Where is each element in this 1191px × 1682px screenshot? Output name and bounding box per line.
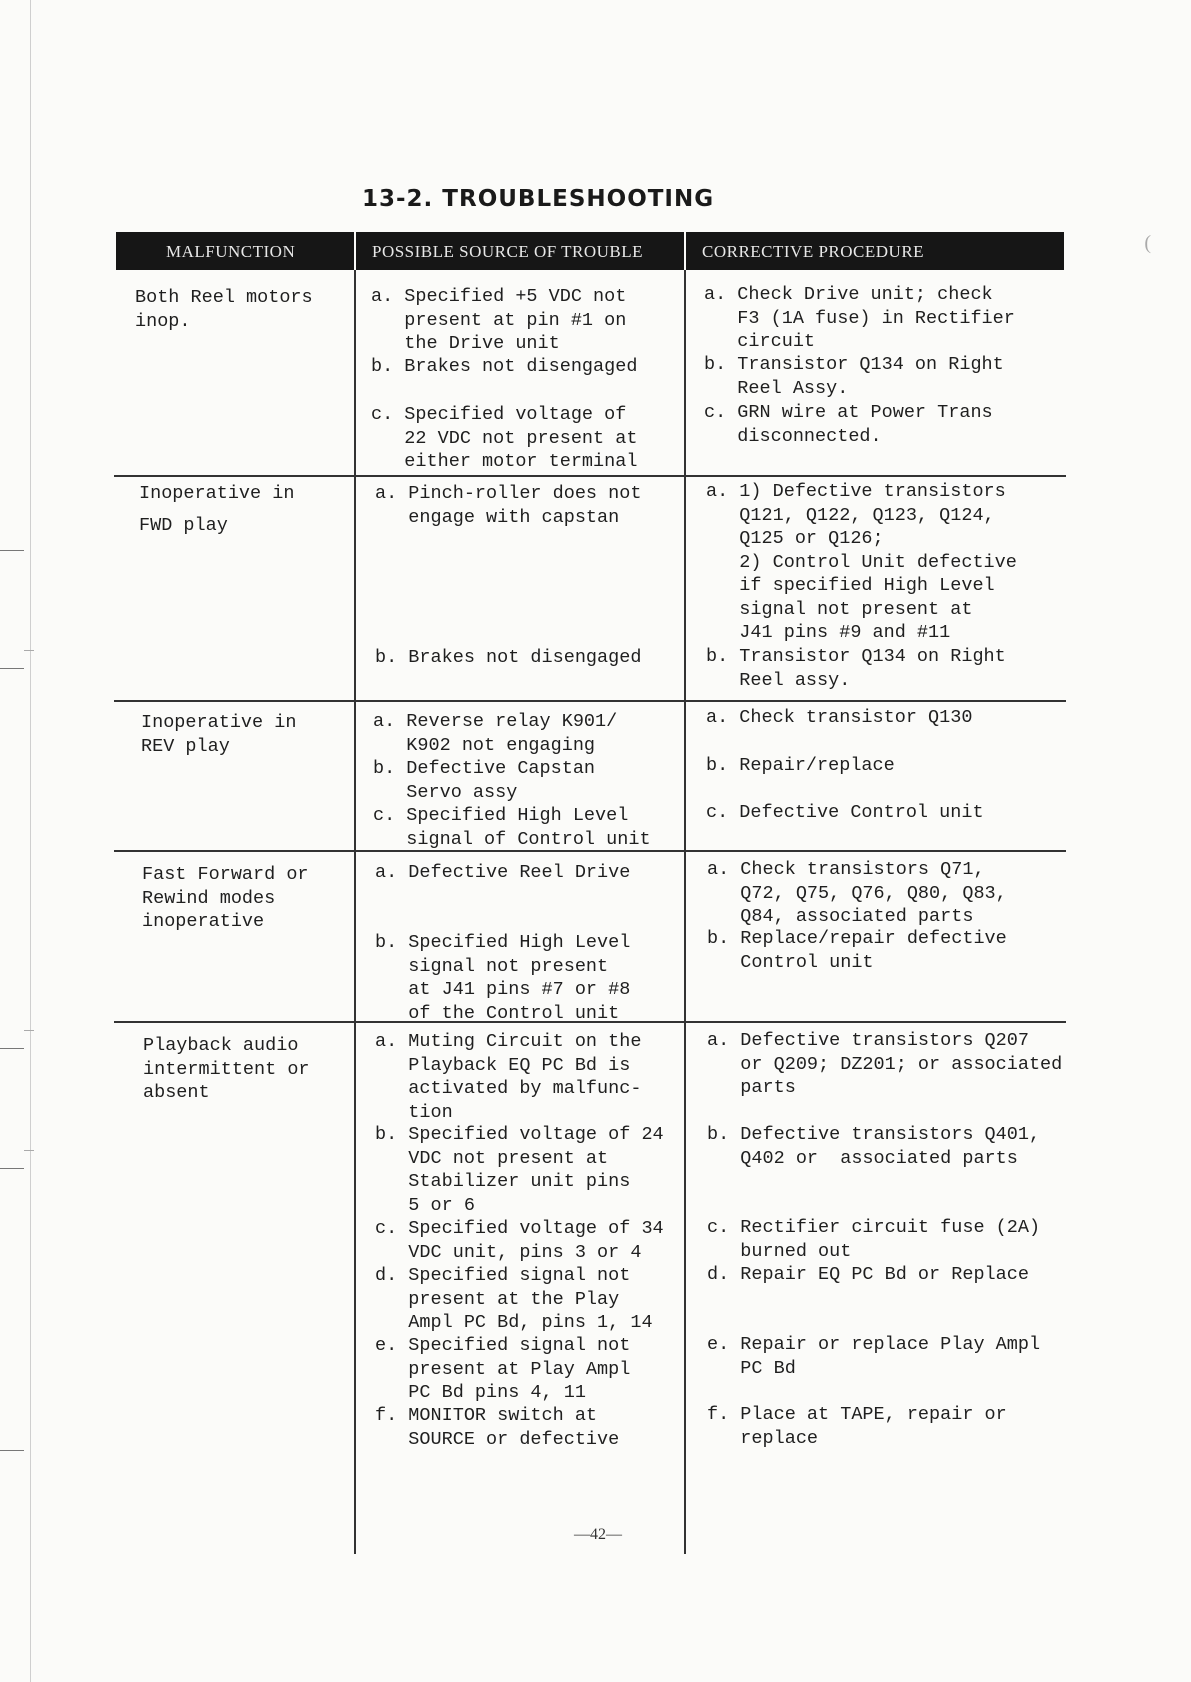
remedy-cell: a. Defective transistors Q207 or Q209; DZ201; or associated parts xyxy=(707,1030,1063,1098)
cause-cell: b. Brakes not disengaged xyxy=(375,647,642,668)
cause-cell: e. Specified signal not present at Play Ampl PC Bd pins 4, 11 xyxy=(375,1335,631,1403)
edge-tick xyxy=(0,1168,24,1169)
cause-cell: a. Specified +5 VDC not present at pin #1 on the Drive unit xyxy=(371,286,627,354)
malfunction-cell: Inoperative in REV play xyxy=(141,712,297,757)
malfunction-cell: Fast Forward or Rewind modes inoperative xyxy=(142,864,309,932)
remedy-cell: b. Replace/repair defective Control unit xyxy=(707,928,1007,973)
column-divider xyxy=(684,270,686,1554)
stray-mark: ( xyxy=(1144,232,1151,254)
remedy-cell: a. Check transistors Q71, Q72, Q75, Q76, Q80, Q83, Q84, associated parts xyxy=(707,859,1007,927)
cause-cell: b. Defective Capstan Servo assy xyxy=(373,758,596,803)
cause-cell: b. Specified voltage of 24 VDC not present at Stabilizer unit pins 5 or 6 xyxy=(375,1124,664,1216)
header-source: POSSIBLE SOURCE OF TROUBLE xyxy=(372,242,644,261)
row-divider xyxy=(114,700,1066,702)
remedy-cell: c. Defective Control unit xyxy=(706,802,984,823)
header-procedure: CORRECTIVE PROCEDURE xyxy=(702,242,925,261)
remedy-cell: d. Repair EQ PC Bd or Replace xyxy=(707,1264,1029,1285)
remedy-cell: b. Defective transistors Q401, Q402 or associated parts xyxy=(707,1124,1041,1169)
header-separator xyxy=(354,232,356,270)
malfunction-cell: Inoperative in FWD play xyxy=(139,483,295,536)
binding-edge-line xyxy=(30,0,31,1682)
remedy-cell: e. Repair or replace Play Ampl PC Bd xyxy=(707,1334,1041,1379)
page-title: 13-2. TROUBLESHOOTING xyxy=(362,186,715,212)
cause-cell: a. Pinch-roller does not engage with capstan xyxy=(375,483,642,528)
remedy-cell: c. GRN wire at Power Trans disconnected. xyxy=(704,402,993,447)
remedy-cell: a. 1) Defective transistors Q121, Q122, Q123, Q124, Q125 or Q126; 2) Control Unit defective if specified High Level signal not present at J41 pins #9 and #11 xyxy=(706,481,1017,643)
remedy-cell: b. Repair/replace xyxy=(706,755,895,776)
remedy-cell: b. Transistor Q134 on Right Reel assy. xyxy=(706,646,1006,691)
cause-cell: f. MONITOR switch at SOURCE or defective xyxy=(375,1405,620,1450)
remedy-cell: a. Check transistor Q130 xyxy=(706,707,973,728)
malfunction-cell: Both Reel motors inop. xyxy=(135,287,313,332)
remedy-cell: f. Place at TAPE, repair or replace xyxy=(707,1404,1007,1449)
cause-cell: d. Specified signal not present at the Play Ampl PC Bd, pins 1, 14 xyxy=(375,1265,653,1333)
table-header xyxy=(116,232,1064,270)
column-divider xyxy=(354,270,356,1554)
edge-tick xyxy=(0,668,24,669)
page-number: —42— xyxy=(574,1526,622,1543)
remedy-cell: a. Check Drive unit; check F3 (1A fuse) in Rectifier circuit xyxy=(704,284,1015,352)
edge-tick xyxy=(0,550,24,551)
cause-cell: c. Specified voltage of 34 VDC unit, pins 3 or 4 xyxy=(375,1218,664,1263)
malfunction-cell: Playback audio intermittent or absent xyxy=(143,1035,310,1103)
header-malfunction: MALFUNCTION xyxy=(166,242,296,261)
cause-cell: c. Specified voltage of 22 VDC not present at either motor terminal xyxy=(371,404,638,472)
cause-cell: b. Brakes not disengaged xyxy=(371,356,638,377)
cause-cell: b. Specified High Level signal not present at J41 pins #7 or #8 of the Control unit xyxy=(375,932,631,1024)
header-separator xyxy=(684,232,686,270)
cause-cell: a. Reverse relay K901/ K902 not engaging xyxy=(373,711,618,756)
cause-cell: a. Defective Reel Drive xyxy=(375,862,631,883)
remedy-cell: b. Transistor Q134 on Right Reel Assy. xyxy=(704,354,1004,399)
cause-cell: c. Specified High Level signal of Control unit xyxy=(373,805,651,850)
edge-tick xyxy=(0,1048,24,1049)
cause-cell: a. Muting Circuit on the Playback EQ PC Bd is activated by malfunc- tion xyxy=(375,1031,642,1123)
edge-tick xyxy=(24,650,34,651)
edge-tick xyxy=(24,1030,34,1031)
remedy-cell: c. Rectifier circuit fuse (2A) burned out xyxy=(707,1217,1041,1262)
edge-tick xyxy=(0,1450,24,1451)
edge-tick xyxy=(24,1150,34,1151)
row-divider xyxy=(114,475,1066,477)
